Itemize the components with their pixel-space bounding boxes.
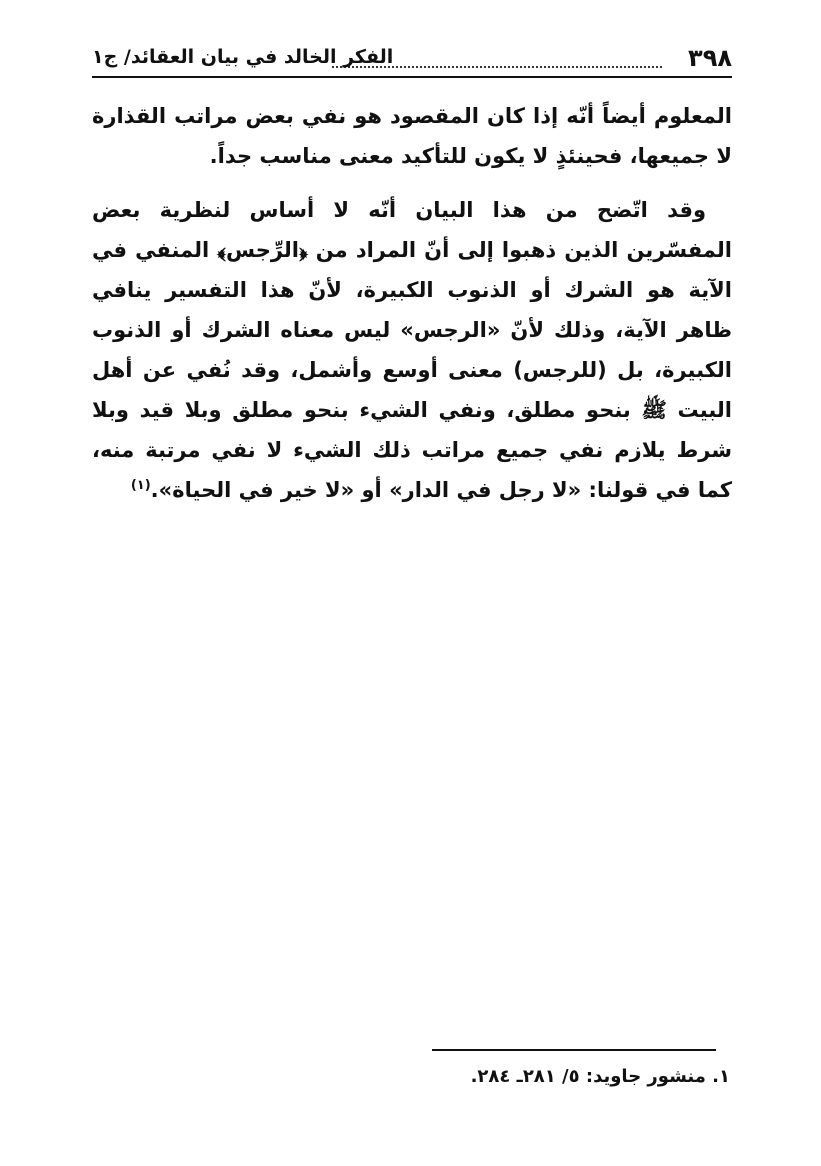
main-text — [92, 96, 732, 510]
paragraph — [92, 190, 732, 510]
paragraph — [92, 96, 732, 176]
page-number: ٣٩٨ — [688, 44, 732, 72]
paragraph-text: المعلوم أيضاً أنّه إذا كان المقصود هو نفي بعض مراتب القذارة لا جميعها، فحينئذٍ لا يكون للتأكيد معنى مناسب جداً. — [92, 104, 732, 168]
footnote: ١. منشور جاويد: ٥/ ٢٨١ـ ٢٨٤. — [470, 1066, 730, 1087]
footnote-separator — [432, 1049, 716, 1051]
paragraph-text: وقد اتّضح من هذا البيان أنّه لا أساس لنظرية بعض المفسّرين الذين ذهبوا إلى أنّ المراد من ﴿الرِّجس﴾ المنفي في الآية هو الشرك أو الذنوب الكبيرة، لأنّ هذا التفسير ينافي ظاهر الآية، وذلك لأنّ «الرجس» ليس معناه الشرك أو الذنوب الكبيرة، بل (للرجس) معنى أوسع وأشمل، وقد نُفي عن أهل البيت ﷺ بنحو مطلق، ونفي الشيء بنحو مطلق وبلا قيد وبلا شرط يلازم نفي جميع مراتب ذلك الشيء لا نفي مرتبة منه، كما في قولنا: «لا رجل في الدار» أو «لا خير في الحياة». — [92, 198, 732, 502]
running-title: الفكر الخالد في بيان العقائد/ ج١ — [92, 46, 394, 68]
footnote-reference[interactable]: (١) — [130, 478, 151, 493]
header-rule — [92, 76, 732, 78]
page-header — [92, 40, 732, 76]
